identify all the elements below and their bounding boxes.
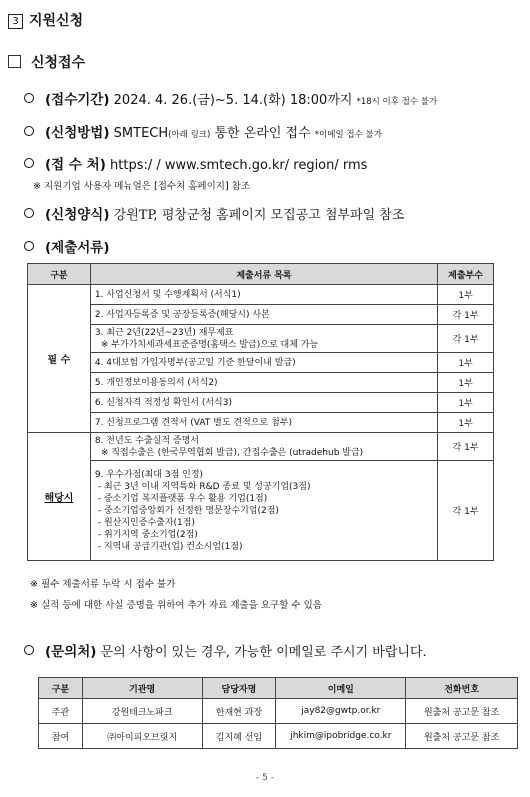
contact-org: ㈜아이피오브릿지: [82, 724, 202, 749]
section-title: [8, 10, 83, 30]
inquiry-label: (문의처): [45, 644, 97, 660]
doc-line: - 중소기업 복지플랫폼 우수 활용 기업(1점): [97, 493, 268, 504]
doc-count: 각 1부: [438, 305, 494, 325]
inquiry-value: 문의 사항이 있는 경우, 가능한 이메일로 주시기 바랍니다.: [100, 645, 427, 660]
circle-bullet-icon: [24, 208, 34, 218]
doc-count: 1부: [438, 373, 494, 393]
contact-email[interactable]: jhkim@ipobridge.co.kr: [276, 724, 406, 749]
table-row: [28, 393, 494, 413]
doc-line: 3. 최근 2년(22년~23년) 재무제표: [94, 327, 234, 338]
method-value-paren: (아래 링크): [168, 130, 211, 140]
table-row: [28, 325, 494, 353]
contact-table: [38, 677, 518, 749]
place-url[interactable]: https:/ / www.smtech.go.kr/ region/ rms: [110, 158, 368, 173]
note-required: ※ 필수 제출서류 누락 시 접수 불가: [30, 579, 176, 590]
doc-line: 8. 전년도 수출실적 증명서: [94, 435, 199, 446]
doc-line: ※ 부가가치세과세표준증명(홈택스 발급)으로 대체 가능: [100, 339, 319, 350]
doc-count: 1부: [438, 285, 494, 305]
group-label-required: 필 수: [28, 285, 91, 433]
contact-table-header: [39, 678, 518, 699]
table-row: [28, 461, 494, 561]
doc-line: - 원산지인증수출자(1점): [97, 517, 195, 528]
circle-bullet-icon: [24, 158, 34, 168]
form-label: (신청양식): [45, 207, 110, 223]
contact-role: 주관: [39, 699, 83, 724]
group-label-conditional: 해당시: [28, 433, 91, 561]
doc-count: 1부: [438, 393, 494, 413]
doc-item: [90, 325, 437, 353]
doc-count: 각 1부: [438, 461, 494, 561]
page-number: - 5 -: [256, 773, 274, 783]
doc-line: - 중소기업중앙회가 선정한 명문장수기업(2점): [97, 505, 279, 516]
contact-role: 참여: [39, 724, 83, 749]
circle-bullet-icon: [24, 93, 34, 103]
contact-person: 김지혜 선임: [202, 724, 276, 749]
contact-phone: 원출처 공고문 참조: [406, 699, 518, 724]
doc-item: 1. 사업신청서 및 수행계획서 (서식1): [90, 285, 437, 305]
subsection-title-text: 신청접수: [31, 55, 86, 71]
header-person: 담당자명: [202, 678, 276, 699]
doc-count: 각 1부: [438, 325, 494, 353]
table-row: [28, 373, 494, 393]
header-list: 제출서류 목록: [90, 264, 437, 285]
section-number: 3: [8, 14, 23, 29]
header-phone: 전화번호: [406, 678, 518, 699]
contact-phone: 원출처 공고문 참조: [406, 724, 518, 749]
contact-email[interactable]: jay82@gwtp.or.kr: [276, 699, 406, 724]
doc-count: 각 1부: [438, 433, 494, 461]
header-role: 구분: [39, 678, 83, 699]
place-label: (접 수 처): [45, 157, 106, 173]
doc-item: 7. 신청프로그램 견적서 (VAT 별도 견적으로 첨부): [90, 413, 437, 433]
documents-table-header: [28, 264, 494, 285]
method-item: [24, 121, 382, 141]
form-item: [24, 203, 404, 223]
method-label: (신청방법): [45, 125, 110, 141]
table-row: [28, 305, 494, 325]
method-value-rest: 통한 온라인 접수: [210, 126, 311, 141]
table-row: [28, 353, 494, 373]
form-value: 강원TP, 평창군청 홈페이지 모집공고 첨부파일 참조: [113, 208, 405, 223]
doc-item: 2. 사업자등록증 및 공장등록증(해당시) 사본: [90, 305, 437, 325]
method-value-main: SMTECH: [113, 126, 169, 141]
circle-bullet-icon: [24, 241, 34, 251]
subsection-title: [8, 52, 85, 72]
doc-item: [90, 433, 437, 461]
inquiry-item: [24, 640, 427, 660]
contact-person: 한재현 과장: [202, 699, 276, 724]
header-category: 구분: [28, 264, 91, 285]
place-sub-note: ※ 지원기업 사용자 메뉴얼은 [접수처 홈페이지] 참조: [33, 181, 251, 192]
doc-count: 1부: [438, 353, 494, 373]
doc-item: 4. 4대보험 가입자명부(공고일 기준 한달이내 발급): [90, 353, 437, 373]
circle-bullet-icon: [24, 126, 34, 136]
period-item: [24, 88, 437, 108]
doc-item: 5. 개인정보이용동의서 (서식2): [90, 373, 437, 393]
period-value: 2024. 4. 26.(금)~5. 14.(화) 18:00까지: [113, 93, 353, 108]
contact-org: 강원테크노파크: [82, 699, 202, 724]
table-row: [39, 699, 518, 724]
section-title-text: 지원신청: [29, 13, 84, 29]
period-note: *18시 이후 접수 불가: [356, 97, 438, 107]
circle-bullet-icon: [24, 645, 34, 655]
note-evidence: ※ 실적 등에 대한 사실 증명을 위하여 추가 자료 제출을 요구할 수 있음: [30, 600, 322, 611]
header-count: 제출부수: [438, 264, 494, 285]
docs-heading: [24, 236, 110, 256]
doc-line: ※ 직접수출은 (한국무역협회 발급), 간접수출은 (utradehub 발급): [100, 447, 364, 458]
header-email: 이메일: [276, 678, 406, 699]
table-row: [28, 285, 494, 305]
doc-item: 6. 신청자격 적정성 확인서 (서식3): [90, 393, 437, 413]
docs-heading-label: (제출서류): [45, 240, 110, 256]
table-row: [28, 413, 494, 433]
place-item: [24, 153, 367, 173]
table-row: [39, 724, 518, 749]
method-note: *이메일 접수 불가: [314, 130, 382, 140]
doc-line: - 위기지역 중소기업(2점): [97, 529, 198, 540]
square-bullet-icon: [8, 55, 21, 68]
doc-count: 1부: [438, 413, 494, 433]
period-label: (접수기간): [45, 92, 110, 108]
doc-line: 9. 우수가점(최대 3점 인정): [94, 469, 204, 480]
header-org: 기관명: [82, 678, 202, 699]
table-row: [28, 433, 494, 461]
doc-item: [90, 461, 437, 561]
doc-line: - 지역내 공급기관(업) 컨소시엄(1점): [97, 541, 243, 552]
documents-table: [27, 263, 494, 561]
doc-line: - 최근 3년 이내 지역특화 R&D 종료 및 성공기업(3점): [97, 481, 311, 492]
